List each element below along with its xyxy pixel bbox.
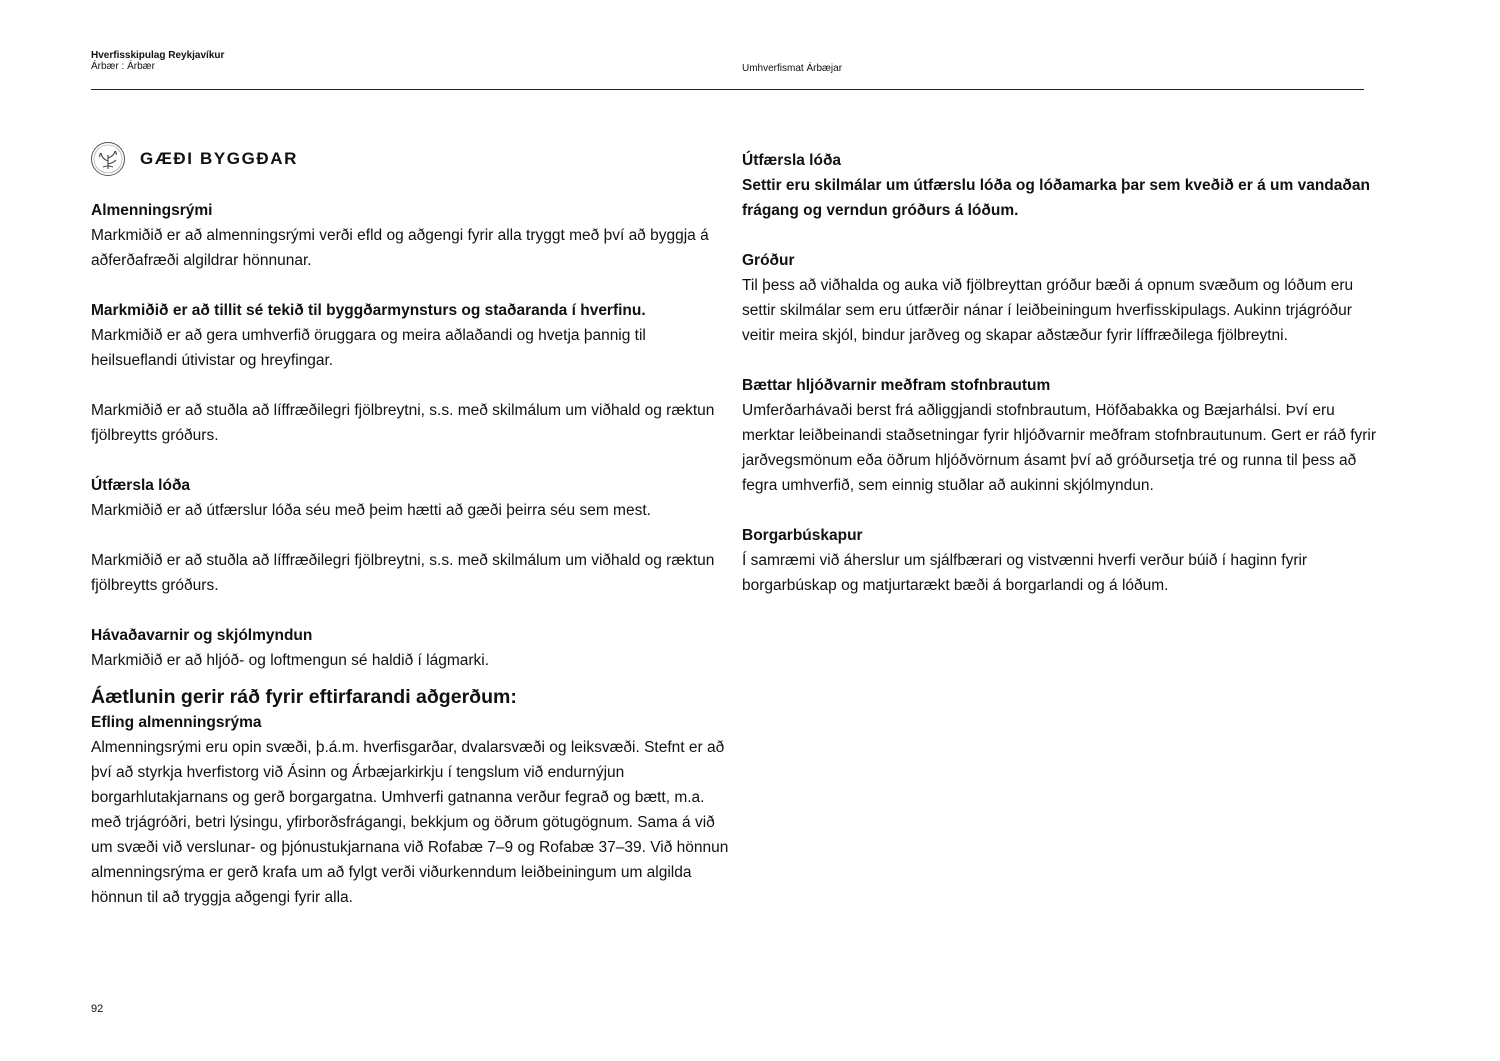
paragraph-text: Markmiðið er að almenningsrými verði efld og aðgengi fyrir alla tryggt með því að byggja á aðferðafræði algildrar hönnunar. — [91, 227, 709, 269]
paragraph-text: Markmiðið er að útfærslur lóða séu með þeim hætti að gæði þeirra séu sem mest. — [91, 502, 651, 519]
paragraph-heading: Almenningsrými — [91, 202, 213, 219]
page-number: 92 — [91, 1003, 104, 1015]
paragraph-text: Í samræmi við áherslur um sjálfbærari og vistvænni hverfi verður búið í haginn fyrir borgarbúskap og matjurtarækt bæði á borgarlandi og á lóðum. — [742, 552, 1308, 594]
paragraph — [91, 298, 731, 373]
paragraph-heading: Gróður — [742, 252, 795, 269]
paragraph — [91, 623, 731, 673]
header-document-title: Umhverfismat Árbæjar — [742, 63, 843, 74]
paragraph-heading: Hávaðavarnir og skjólmyndun — [91, 627, 313, 644]
paragraph-heading: Útfærsla lóða — [91, 477, 191, 494]
section-heading — [90, 140, 298, 178]
paragraph — [91, 473, 731, 523]
header-sub: Árbær : Árbær — [91, 61, 155, 72]
running-header — [91, 50, 224, 72]
paragraph-heading: Bættar hljóðvarnir meðfram stofnbrautum — [742, 377, 1051, 394]
paragraph — [91, 198, 731, 273]
paragraph — [91, 710, 731, 910]
plant-emblem-icon — [90, 141, 126, 177]
left-column — [91, 198, 731, 935]
section-title: GÆÐI BYGGÐAR — [140, 149, 299, 168]
paragraph — [742, 148, 1382, 223]
paragraph-text: Markmiðið er að hljóð- og loftmengun sé haldið í lágmarki. — [91, 652, 490, 669]
header-org: Hverfisskipulag Reykjavíkur — [91, 50, 225, 61]
paragraph-text: Settir eru skilmálar um útfærslu lóða og lóðamarka þar sem kveðið er á um vandaðan frágang og verndun gróðurs á lóðum. — [742, 177, 1370, 219]
paragraph-text: Markmiðið er að gera umhverfið öruggara og meira aðlaðandi og hvetja þannig til heilsueflandi útivistar og hreyfingar. — [91, 327, 646, 369]
actions-heading: Áætlunin gerir ráð fyrir eftirfarandi aðgerðum: — [91, 686, 517, 708]
paragraph — [91, 398, 731, 448]
right-column — [742, 148, 1382, 623]
paragraph-heading: Efling almenningsrýma — [91, 714, 262, 731]
paragraph — [742, 523, 1382, 598]
paragraph-heading: Markmiðið er að tillit sé tekið til byggðarmynsturs og staðaranda í hverfinu. — [91, 302, 646, 319]
paragraph-text: Til þess að viðhalda og auka við fjölbreyttan gróður bæði á opnum svæðum og lóðum eru settir skilmálar sem eru útfærðir nánar í leiðbeiningum hverfisskipulags. Aukinn trjágróður veitir meira skjól, bindur jarðveg og skapar aðstæður fyrir líffræðilega fjölbreytni. — [742, 277, 1354, 344]
paragraph — [742, 248, 1382, 348]
paragraph-text: Umferðarhávaði berst frá aðliggjandi stofnbrautum, Höfðabakka og Bæjarhálsi. Því eru merktar leiðbeinandi staðsetningar fyrir hljóðvarnir meðfram stofnbrautunum. Gert er ráð fyrir jarðvegsmönum eða öðrum hljóðvörnum ásamt því að gróðursetja tré og runna til þess að fegra umhverfið, sem einnig stuðlar að aukinni skjólmyndun. — [742, 402, 1377, 494]
paragraph — [742, 373, 1382, 498]
paragraph-text: Markmiðið er að stuðla að líffræðilegri fjölbreytni, s.s. með skilmálum um viðhald og ræktun fjölbreytts gróðurs. — [91, 402, 715, 444]
paragraph-heading: Útfærsla lóða — [742, 152, 842, 169]
header-divider — [91, 89, 1364, 90]
paragraph-heading: Borgarbúskapur — [742, 527, 863, 544]
paragraph-text: Almenningsrými eru opin svæði, þ.á.m. hverfisgarðar, dvalarsvæði og leiksvæði. Stefnt er að því að styrkja hverfistorg við Ásinn og Árbæjarkirkju í tengslum við endurnýjun borgarhlutakjarnans og gerð borgargatna. Umhverfi gatnanna verður fegrað og bætt, m.a. með trjágróðri, betri lýsingu, yfirborðsfrágangi, bekkjum og öðrum götugögnum. Sama á við um svæði við verslunar- og þjónustukjarnana við Rofabæ 7–9 og Rofabæ 37–39. Við hönnun almenningsrýma er gerð krafa um að fylgt verði viðurkenndum leiðbeiningum um algilda hönnun til að tryggja aðgengi fyrir alla. — [91, 739, 729, 906]
paragraph — [91, 548, 731, 598]
paragraph-text: Markmiðið er að stuðla að líffræðilegri fjölbreytni, s.s. með skilmálum um viðhald og ræktun fjölbreytts gróðurs. — [91, 552, 715, 594]
